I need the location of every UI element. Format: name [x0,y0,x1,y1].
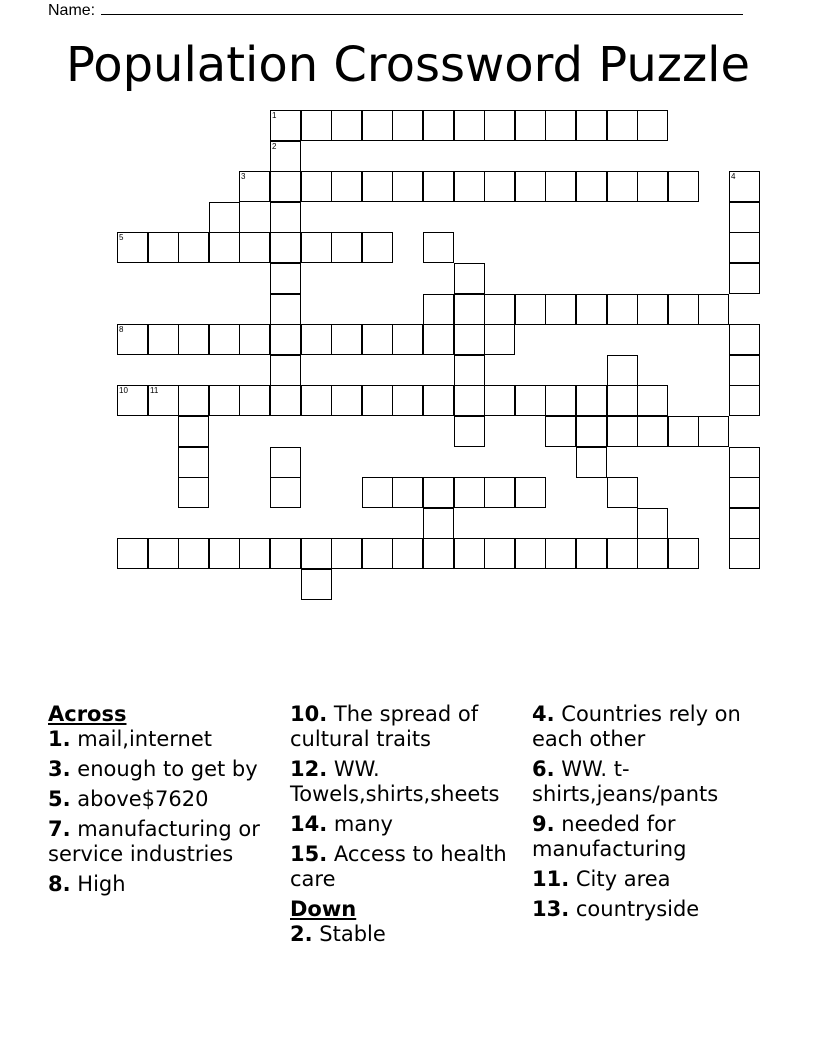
grid-cell[interactable] [484,324,515,355]
grid-cell[interactable] [239,385,270,416]
grid-cell[interactable] [301,110,332,141]
grid-cell[interactable] [331,385,362,416]
grid-cell[interactable] [178,477,209,508]
grid-cell[interactable] [270,294,301,325]
grid-cell[interactable] [392,110,423,141]
clue-number: 2 [272,142,277,151]
grid-cell[interactable] [392,171,423,202]
grid-cell[interactable] [239,538,270,569]
grid-cell[interactable] [423,294,454,325]
grid-cell[interactable] [484,385,515,416]
clue-across-8: 8. High [48,872,126,896]
grid-cell[interactable] [270,202,301,233]
grid-cell[interactable] [729,171,760,202]
clue-down-6: 6. WW. t-shirts,jeans/pants [532,757,719,806]
clue-number: 3 [241,172,246,181]
grid-cell[interactable] [331,110,362,141]
grid-cell[interactable] [362,110,393,141]
grid-cell[interactable] [270,355,301,386]
grid-cell[interactable] [637,110,668,141]
clue-number: 4 [731,172,736,181]
grid-cell[interactable] [545,385,576,416]
grid-cell[interactable] [637,538,668,569]
grid-cell[interactable] [239,324,270,355]
grid-cell[interactable] [270,477,301,508]
grid-cell[interactable] [698,416,729,447]
grid-cell[interactable] [545,538,576,569]
grid-cell[interactable] [117,232,148,263]
grid-cell[interactable] [576,538,607,569]
clue-across-15: 15. Access to health care [290,842,507,891]
grid-cell[interactable] [301,171,332,202]
grid-cell[interactable] [729,508,760,539]
across-heading: Across [48,702,127,726]
grid-cell[interactable] [423,538,454,569]
grid-cell[interactable] [178,447,209,478]
grid-cell[interactable] [209,202,240,233]
grid-cell[interactable] [178,385,209,416]
down-heading: Down [290,897,357,921]
grid-cell[interactable] [515,385,546,416]
clue-column-3 [532,702,768,927]
grid-cell[interactable] [668,416,699,447]
grid-cell[interactable] [515,477,546,508]
grid-cell[interactable] [637,416,668,447]
grid-cell[interactable] [637,171,668,202]
clue-down-11: 11. City area [532,867,671,891]
grid-cell[interactable] [270,232,301,263]
grid-cell[interactable] [423,171,454,202]
grid-cell[interactable] [545,110,576,141]
grid-cell[interactable] [270,385,301,416]
grid-cell[interactable] [576,385,607,416]
grid-cell[interactable] [607,477,638,508]
grid-cell[interactable] [576,416,607,447]
grid-cell[interactable] [148,232,179,263]
grid-cell[interactable] [239,232,270,263]
grid-cell[interactable] [423,110,454,141]
grid-cell[interactable] [637,508,668,539]
grid-cell[interactable] [607,416,638,447]
grid-cell[interactable] [729,232,760,263]
grid-cell[interactable] [729,538,760,569]
grid-cell[interactable] [515,538,546,569]
grid-cell[interactable] [454,324,485,355]
clue-number: 8 [119,325,124,334]
grid-cell[interactable] [209,385,240,416]
grid-cell[interactable] [331,538,362,569]
grid-cell[interactable] [331,324,362,355]
grid-cell[interactable] [148,324,179,355]
grid-cell[interactable] [454,263,485,294]
clue-number: 11 [150,386,159,395]
grid-cell[interactable] [178,324,209,355]
grid-cell[interactable] [729,447,760,478]
grid-cell[interactable] [545,171,576,202]
grid-cell[interactable] [423,385,454,416]
grid-cell[interactable] [331,171,362,202]
grid-cell[interactable] [576,294,607,325]
grid-cell[interactable] [576,110,607,141]
grid-cell[interactable] [576,171,607,202]
grid-cell[interactable] [362,477,393,508]
grid-cell[interactable] [423,477,454,508]
grid-cell[interactable] [148,538,179,569]
grid-cell[interactable] [148,385,179,416]
clue-column-2 [290,702,526,952]
grid-cell[interactable] [362,385,393,416]
grid-cell[interactable] [515,294,546,325]
grid-cell[interactable] [178,232,209,263]
grid-cell[interactable] [178,538,209,569]
grid-cell[interactable] [117,324,148,355]
grid-cell[interactable] [423,508,454,539]
grid-cell[interactable] [729,385,760,416]
grid-cell[interactable] [454,538,485,569]
grid-cell[interactable] [729,324,760,355]
grid-cell[interactable] [209,232,240,263]
grid-cell[interactable] [270,447,301,478]
grid-cell[interactable] [729,263,760,294]
grid-cell[interactable] [270,110,301,141]
grid-cell[interactable] [454,477,485,508]
grid-cell[interactable] [637,294,668,325]
grid-cell[interactable] [270,324,301,355]
grid-cell[interactable] [607,294,638,325]
grid-cell[interactable] [484,110,515,141]
grid-cell[interactable] [209,538,240,569]
grid-cell[interactable] [270,141,301,172]
grid-cell[interactable] [331,232,362,263]
grid-cell[interactable] [454,171,485,202]
grid-cell[interactable] [545,416,576,447]
grid-cell[interactable] [454,294,485,325]
grid-cell[interactable] [117,538,148,569]
grid-cell[interactable] [270,171,301,202]
grid-cell[interactable] [729,202,760,233]
clue-across-7: 7. manufacturing or service industries [48,817,260,866]
grid-cell[interactable] [117,385,148,416]
clue-across-3: 3. enough to get by [48,757,258,781]
grid-cell[interactable] [484,171,515,202]
grid-cell[interactable] [454,355,485,386]
clue-column-1 [48,702,284,902]
grid-cell[interactable] [729,355,760,386]
grid-cell[interactable] [392,324,423,355]
grid-cell[interactable] [301,538,332,569]
grid-cell[interactable] [362,171,393,202]
grid-cell[interactable] [607,110,638,141]
grid-cell[interactable] [178,416,209,447]
grid-cell[interactable] [607,171,638,202]
grid-cell[interactable] [454,416,485,447]
grid-cell[interactable] [301,569,332,600]
name-label: Name: [48,2,96,19]
clue-down-2: 2. Stable [290,922,386,946]
grid-cell[interactable] [392,538,423,569]
grid-cell[interactable] [637,385,668,416]
grid-cell[interactable] [607,385,638,416]
grid-cell[interactable] [301,232,332,263]
clue-across-14: 14. many [290,812,393,836]
clue-number: 1 [272,111,277,120]
grid-cell[interactable] [545,294,576,325]
grid-cell[interactable] [392,385,423,416]
grid-cell[interactable] [484,477,515,508]
grid-cell[interactable] [698,294,729,325]
grid-cell[interactable] [270,538,301,569]
grid-cell[interactable] [668,294,699,325]
grid-cell[interactable] [301,385,332,416]
grid-cell[interactable] [301,324,332,355]
grid-cell[interactable] [209,324,240,355]
clue-number: 5 [119,233,124,242]
clue-across-1: 1. mail,internet [48,727,212,751]
grid-cell[interactable] [392,477,423,508]
grid-cell[interactable] [607,538,638,569]
grid-cell[interactable] [668,538,699,569]
grid-cell[interactable] [729,477,760,508]
grid-cell[interactable] [515,110,546,141]
grid-cell[interactable] [454,110,485,141]
clue-down-13: 13. countryside [532,897,700,921]
grid-cell[interactable] [362,538,393,569]
grid-cell[interactable] [484,294,515,325]
grid-cell[interactable] [423,324,454,355]
clue-number: 10 [119,386,128,395]
grid-cell[interactable] [668,171,699,202]
grid-cell[interactable] [454,385,485,416]
clue-across-10: 10. The spread of cultural traits [290,702,479,751]
clue-down-9: 9. needed for manufacturing [532,812,687,861]
grid-cell[interactable] [270,263,301,294]
grid-cell[interactable] [423,232,454,263]
grid-cell[interactable] [576,447,607,478]
grid-cell[interactable] [362,232,393,263]
grid-cell[interactable] [239,171,270,202]
clue-across-5: 5. above$7620 [48,787,209,811]
grid-cell[interactable] [362,324,393,355]
grid-cell[interactable] [607,355,638,386]
clue-down-4: 4. Countries rely on each other [532,702,741,751]
page-title: Population Crossword Puzzle [65,37,751,93]
grid-cell[interactable] [515,171,546,202]
grid-cell[interactable] [484,538,515,569]
clue-across-12: 12. WW. Towels,shirts,sheets [290,757,500,806]
